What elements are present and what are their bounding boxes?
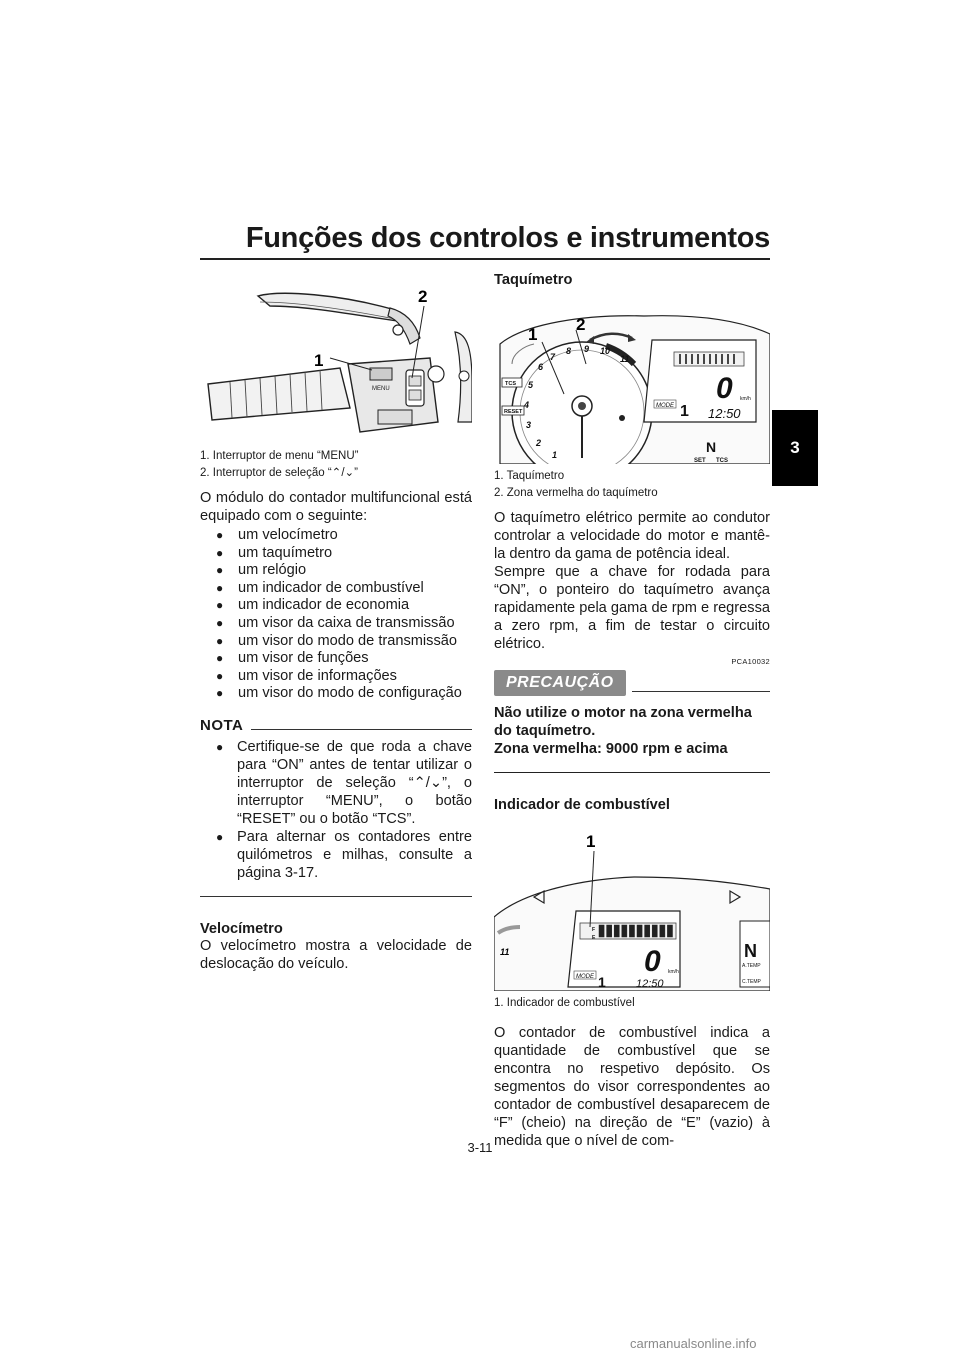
fuel-segment	[652, 925, 657, 937]
caption-line: 1. Interruptor de menu “MENU”	[200, 450, 359, 462]
nota-item: ● Para alternar os contadores entre quilómetros e milhas, consulte a página 3-17.	[200, 828, 472, 882]
taquimetro-paragraph: O taquímetro elétrico permite ao condutor controlar a velocidade do motor e mantê-la dentro da gama de potência ideal.	[494, 510, 770, 562]
tcs-indicator-label: TCS	[716, 458, 728, 464]
caption-line: 2. Interruptor de seleção “⌃/⌄”	[200, 467, 358, 479]
speed-unit: km/h	[740, 396, 751, 402]
precaucao-rule	[632, 691, 770, 692]
combustivel-paragraph: O contador de combustível indica a quantidade de combustível que se encontra no respetivo depósito. Os segmentos do visor correspondentes ao contador de combustível desaparecem de “F” (cheio) na direção de “E” (vazio) à medida que o nível de com-	[494, 1025, 770, 1149]
callout-1: 1	[314, 351, 324, 370]
tach-tick-label: 4	[524, 400, 530, 410]
tachometer-illustration	[494, 294, 770, 464]
velocimetro-paragraph: O velocímetro mostra a velocidade de deslocação do veículo.	[200, 937, 472, 972]
neutral-indicator: N	[706, 439, 717, 455]
caption-line: 2. Zona vermelha do taquímetro	[494, 487, 658, 499]
set-label: SET	[694, 458, 706, 464]
taquimetro-paragraph-2: Sempre que a chave for rodada para “ON”, o ponteiro do taquímetro avança rapidamente pela gama de rpm e regressa a zero rpm, a fim de testar o circuito elétrico.	[494, 564, 770, 652]
figure-caption	[494, 995, 770, 1012]
speed-unit: km/h	[668, 969, 679, 975]
handlebar-illustration	[200, 272, 472, 444]
tcs-button-label: TCS	[505, 381, 516, 387]
list-item: ● um indicador de economia	[200, 597, 472, 615]
precaucao-redzone: Zona vermelha: 9000 rpm e acima	[494, 741, 728, 757]
callout-1: 1	[528, 325, 538, 344]
fuel-segment	[614, 925, 619, 937]
tach-tick-label: 1	[552, 450, 558, 460]
precaucao-text: Não utilize o motor na zona vermelha do taquímetro.	[494, 705, 752, 739]
feature-list	[200, 527, 472, 703]
fuel-segment	[637, 925, 642, 937]
nota-header	[200, 717, 472, 734]
precaucao-end-rule	[494, 772, 770, 773]
precaucao-header	[494, 670, 770, 696]
tach-tick-label: 3	[526, 420, 532, 430]
list-item: ● um visor do modo de transmissão	[200, 633, 472, 651]
tach-tick-label: 5	[528, 380, 534, 390]
velocimetro-heading: Velocímetro	[200, 920, 283, 937]
tach-tick-label: 7	[550, 352, 556, 362]
left-column	[200, 272, 472, 973]
nota-item: ● Certifique-se de que roda a chave para “ON” antes de tentar utilizar o interruptor de seleção “⌃/⌄”, o interruptor “MENU”, o botão “RESET” ou o botão “TCS”.	[200, 738, 472, 828]
fuel-meter-figure	[494, 821, 770, 991]
handlebar-switch-figure	[200, 272, 472, 444]
clock-readout: 12:50	[708, 406, 741, 421]
clock-readout: 12:50	[636, 978, 664, 990]
fuel-meter-illustration	[494, 821, 770, 991]
figure-caption	[494, 468, 770, 502]
header-rule	[200, 258, 770, 260]
gear-readout: 1	[680, 403, 689, 420]
list-item: ● um visor de funções	[200, 650, 472, 668]
list-item: ● um relógio	[200, 562, 472, 580]
tach-tick-label: 11	[620, 354, 630, 364]
speed-readout: 0	[644, 945, 661, 978]
caption-line: 1. Indicador de combustível	[494, 997, 635, 1009]
watermark: carmanualsonline.info	[630, 1336, 757, 1351]
atemp-label: A.TEMP	[742, 963, 761, 969]
page-header: Funções dos controlos e instrumentos	[245, 222, 770, 254]
ctemp-label: C.TEMP	[742, 979, 761, 985]
fuel-segment	[607, 925, 612, 937]
chapter-tab: 3	[772, 410, 818, 486]
fuel-segment	[645, 925, 650, 937]
callout-2: 2	[418, 287, 428, 306]
tach-tick-label: 6	[538, 362, 544, 372]
taquimetro-heading: Taquímetro	[494, 272, 573, 288]
mode-label: MODE	[576, 974, 594, 980]
precaucao-label: PRECAUÇÃO	[494, 670, 626, 696]
menu-switch-label: MENU	[372, 386, 390, 392]
fuel-segment	[622, 925, 627, 937]
fuel-segment	[667, 925, 672, 937]
page-number: 3-11	[467, 1140, 493, 1155]
nota-end-rule	[200, 896, 472, 897]
fuel-segment	[599, 925, 604, 937]
tach-tick-label: 10	[600, 346, 611, 356]
tach-tick-label: 2	[536, 438, 542, 448]
list-item: ● um visor de informações	[200, 668, 472, 686]
tach-tick-label: 9	[584, 344, 590, 354]
speed-readout: 0	[716, 372, 733, 405]
mode-label: MODE	[656, 403, 674, 409]
tach-number: 11	[500, 947, 510, 957]
list-item: ● um indicador de combustível	[200, 580, 472, 598]
intro-paragraph: O módulo do contador multifuncional está equipado com o seguinte:	[200, 490, 472, 524]
tach-tick-label: 8	[566, 346, 572, 356]
gear-readout: 1	[598, 974, 606, 990]
list-item: ● um visor do modo de configuração	[200, 685, 472, 703]
callout-2: 2	[576, 315, 586, 334]
reset-button-label: RESET	[504, 409, 523, 415]
callout-1: 1	[586, 832, 596, 851]
fuel-segment	[660, 925, 665, 937]
nota-list	[200, 738, 472, 882]
figure-caption	[200, 448, 472, 482]
tachometer-figure	[494, 294, 770, 464]
fuel-empty-label: E	[592, 935, 596, 941]
list-item: ● um taquímetro	[200, 545, 472, 563]
combustivel-heading: Indicador de combustível	[494, 797, 670, 813]
neutral-indicator: N	[744, 941, 757, 961]
caption-line: 1. Taquímetro	[494, 470, 565, 482]
fuel-full-label: F	[592, 927, 596, 933]
list-item: ● um velocímetro	[200, 527, 472, 545]
fuel-segment	[629, 925, 634, 937]
nota-rule	[251, 729, 472, 730]
list-item: ● um visor da caixa de transmissão	[200, 615, 472, 633]
reference-code: PCA10032	[731, 657, 770, 666]
right-column	[494, 272, 770, 1150]
nota-label: NOTA	[200, 716, 244, 734]
